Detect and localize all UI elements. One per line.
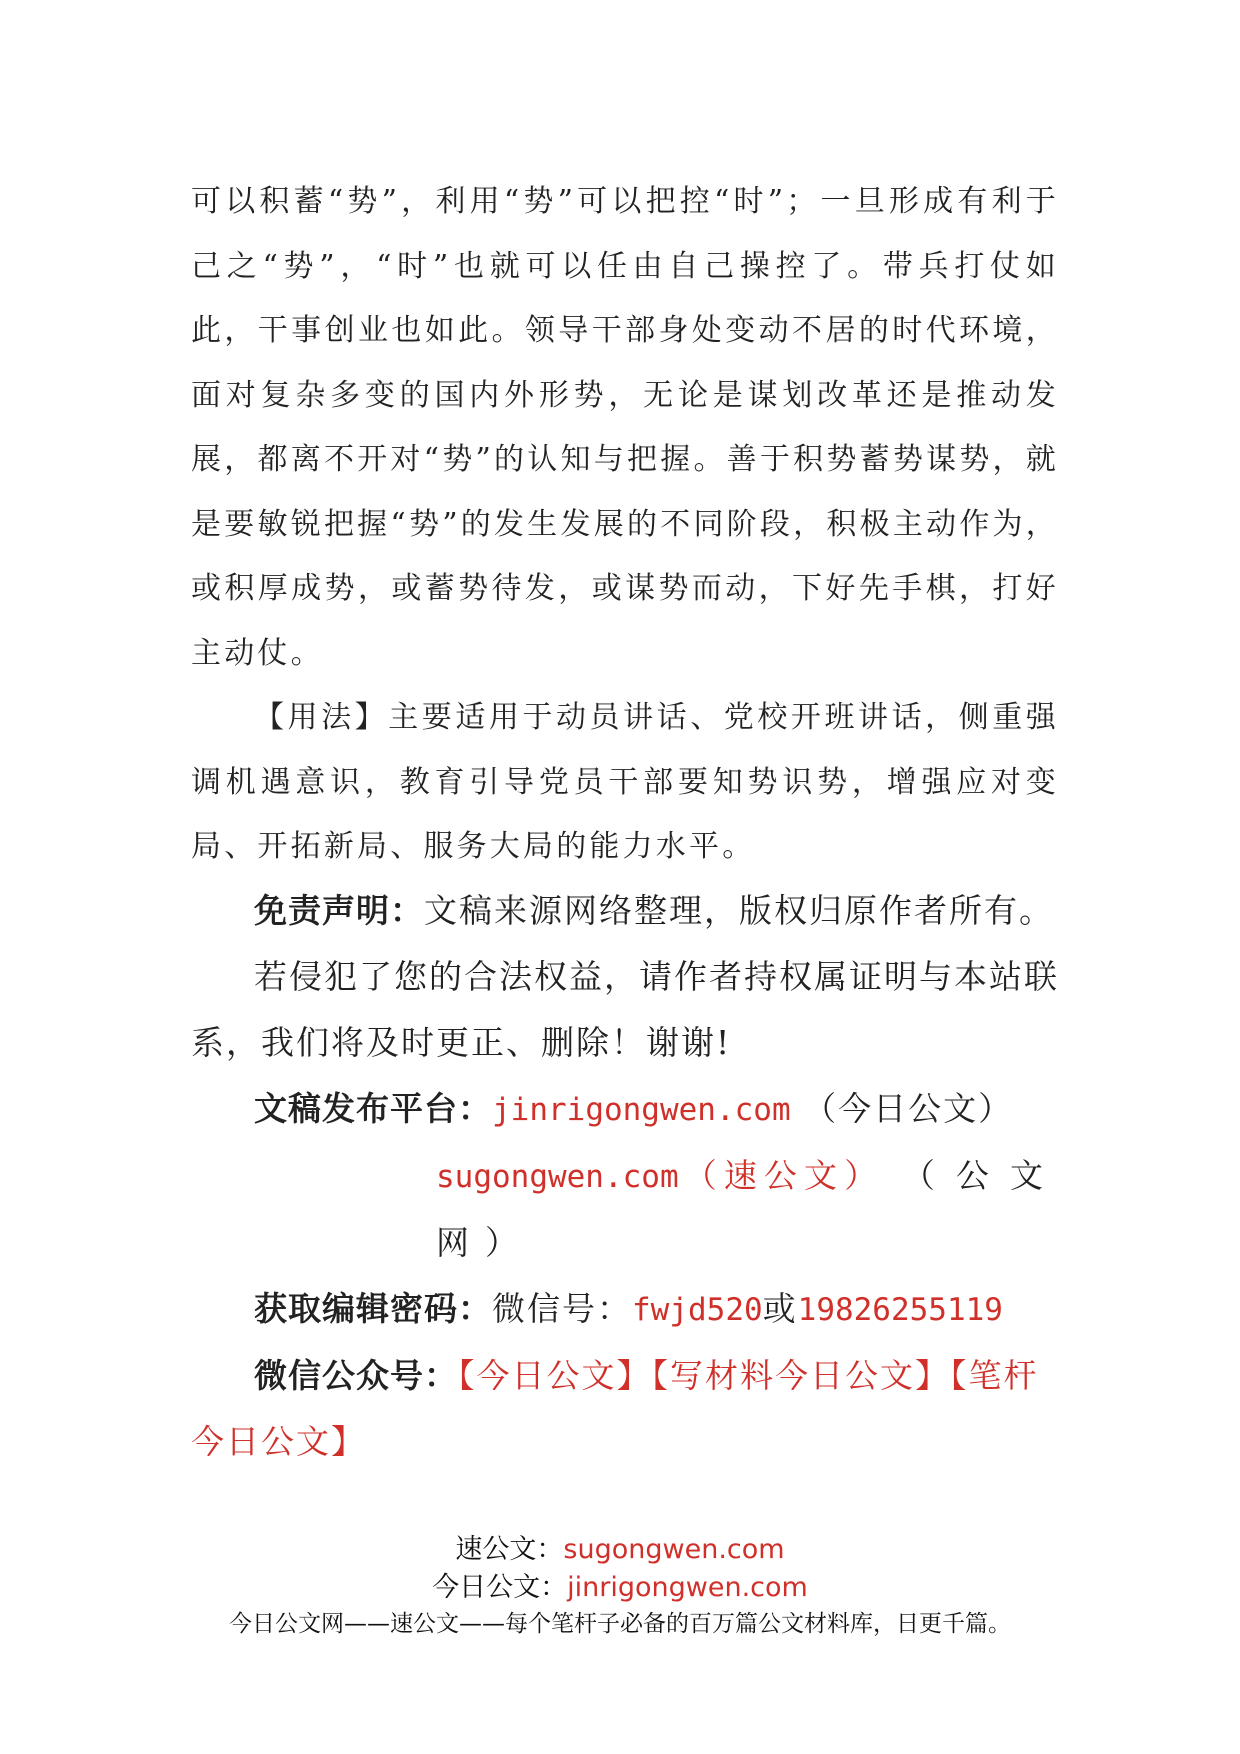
- footer-label-jinri: 今日公文：: [432, 1572, 568, 1603]
- official-account-3: 【笔杆今日公文】: [191, 1356, 1039, 1461]
- official-account-line: [191, 1343, 1059, 1475]
- wechat-id: fwjd520: [632, 1292, 763, 1328]
- official-label: 微信公众号：: [254, 1356, 458, 1395]
- disclaimer-text: 文稿来源网络整理，版权归原作者所有。: [424, 891, 1054, 930]
- phone-number: 19826255119: [797, 1292, 1003, 1328]
- body-paragraph: 可以积蓄“势”，利用“势”可以把控“时”；一旦形成有利于己之“势”，“时”也就可以任由自己操控了。带兵打仗如此，干事创业也如此。领导干部身处变动不居的时代环境，面对复杂多变的国内外形势，无论是谋划改革还是推动发展，都离不开对“势”的认知与把握。善于积势蓄势谋势，就是要敏锐把握“势”的发生发展的不同阶段，积极主动作为，或积厚成势，或蓄势待发，或谋势而动，下好先手棋，打好主动仗。: [191, 184, 1059, 671]
- password-label: 获取编辑密码：: [254, 1289, 492, 1328]
- site-name-su: （速公文）: [678, 1156, 885, 1195]
- site-link-sugongwen[interactable]: sugongwen.com: [436, 1159, 679, 1195]
- platform-line: [191, 1076, 1059, 1143]
- footer-link-sugongwen[interactable]: sugongwen.com: [563, 1534, 785, 1565]
- footer-line-1: [0, 1531, 1240, 1569]
- site-link-jinrigongwen[interactable]: jinrigongwen.com: [492, 1092, 791, 1128]
- disclaimer-label: 免责声明：: [254, 891, 424, 930]
- disclaimer-block: [191, 878, 1059, 1475]
- page-footer: [0, 1531, 1240, 1641]
- disclaimer-contact: 若侵犯了您的合法权益，请作者持权属证明与本站联系，我们将及时更正、删除！谢谢!: [191, 957, 1059, 1062]
- body-content: [191, 170, 1059, 880]
- footer-link-jinrigongwen[interactable]: jinrigongwen.com: [567, 1572, 808, 1603]
- platform-label: 文稿发布平台：: [254, 1089, 492, 1128]
- usage-paragraph: 【用法】主要适用于动员讲话、党校开班讲话，侧重强调机遇意识，教育引导党员干部要知势识势，增强应对变局、开拓新局、服务大局的能力水平。: [191, 700, 1059, 864]
- site-name-gongwenwang: （公文网）: [436, 1156, 1060, 1262]
- official-account-1: 【今日公文】: [458, 1356, 652, 1395]
- footer-label-su: 速公文：: [455, 1534, 564, 1565]
- footer-line-2: [0, 1569, 1240, 1607]
- or-text: 或: [762, 1289, 798, 1328]
- password-line: [191, 1276, 1059, 1343]
- footer-slogan: 今日公文网——速公文——每个笔杆子必备的百万篇公文材料库，日更千篇。: [229, 1611, 1011, 1637]
- site-name-jinri: （今日公文）: [803, 1089, 1014, 1128]
- wechat-prefix: 微信号：: [492, 1289, 632, 1328]
- disclaimer-line: [191, 878, 1059, 944]
- platform-line-2: [191, 1143, 1059, 1276]
- official-account-2: 【写材料今日公文】: [651, 1356, 950, 1395]
